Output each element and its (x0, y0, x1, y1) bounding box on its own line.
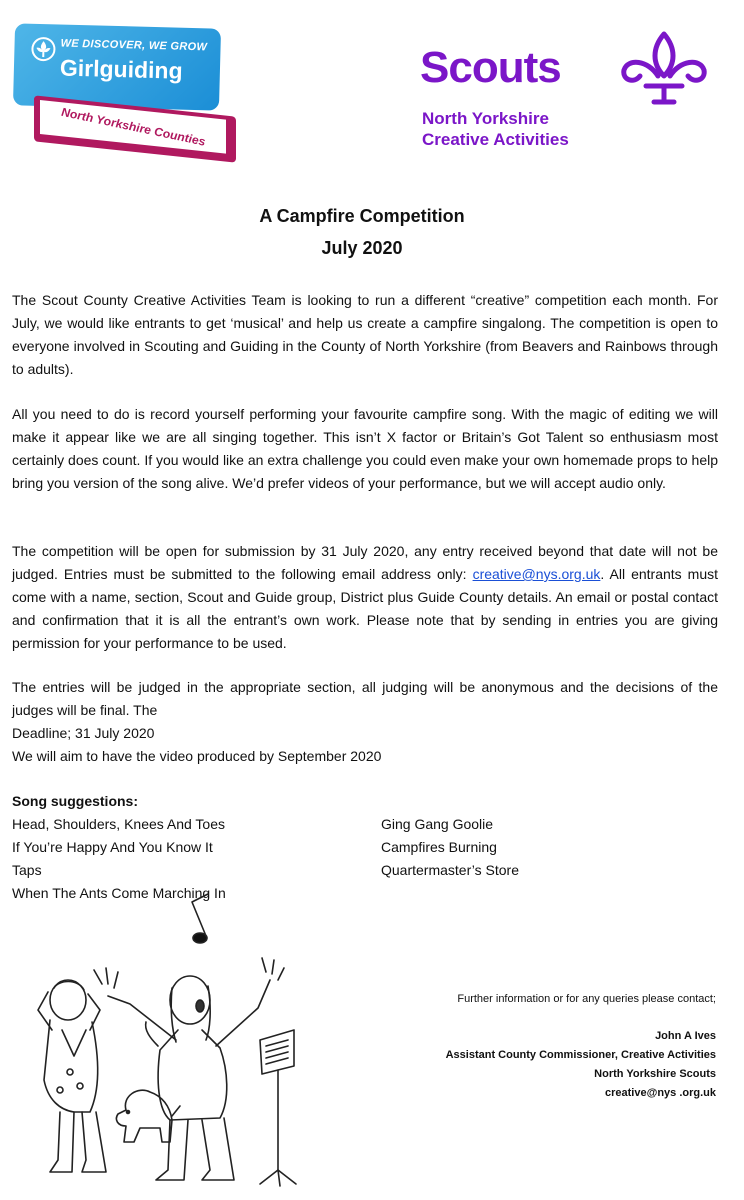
judging-paragraph: The entries will be judged in the appropriate section, all judging will be anonymous and the decisions of the judges will be final. The (12, 679, 718, 718)
girlguiding-county: North Yorkshire Counties (60, 104, 206, 149)
listening-child-figure (38, 980, 106, 1172)
song-item: Quartermaster’s Store (381, 862, 519, 878)
page-date: July 2020 (321, 238, 403, 258)
girlguiding-logo (14, 26, 236, 154)
scouts-logo-line1: North Yorkshire (422, 109, 549, 128)
scouts-logo-subtitle (422, 108, 569, 150)
girlguiding-tagline: WE DISCOVER, WE GROW (60, 37, 208, 54)
song-item: When The Ants Come Marching In (12, 885, 226, 901)
contact-name: John A Ives (655, 1030, 716, 1042)
contact-organisation: North Yorkshire Scouts (594, 1068, 716, 1080)
scouts-logo-title: Scouts (420, 43, 561, 92)
music-note-icon (192, 894, 208, 943)
scouts-logo-line2: Creative Activities (422, 130, 569, 149)
submission-email-link[interactable]: creative@nys.org.uk (472, 566, 601, 582)
dog-figure (116, 1090, 180, 1142)
trefoil-icon (30, 36, 57, 63)
song-list-right (381, 813, 519, 882)
submission-paragraph (12, 540, 718, 655)
song-item: If You’re Happy And You Know It (12, 839, 213, 855)
intro-paragraph: The Scout County Creative Activities Team is looking to run a different “creative” competition each month. For July, we would like entrants to get ‘musical’ and help us create a campfire singalong. The competition is open to everyone involved in Scouting and Guiding in the County of North Yorkshire (from Beavers and Rainbows through to adults). (12, 292, 718, 377)
instructions-paragraph: All you need to do is record yourself performing your favourite campfire song. With the magic of editing we will make it appear like we are all singing together. This isn’t X factor or Britain’s Got Talent so enthusiasm most certainly does count. If you would like an extra challenge you could even make your own homemade props to help bring you version of the song alive. We’d prefer videos of your performance, but we will accept audio only. (12, 406, 718, 491)
girlguiding-name: Girlguiding (59, 54, 183, 84)
contact-email[interactable]: creative@nys .org.uk (605, 1087, 716, 1099)
singing-scouts-illustration (30, 880, 330, 1190)
submission-text-after: . All entrants must come with a name, section, Scout and Guide group, District plus Guide County details. An email or postal contact and confirmation that it is all the entrant’s own work. Please note that by sending in entries you are giving permission for your performance to be used. (12, 566, 718, 651)
singing-leader-figure (94, 958, 284, 1180)
song-item: Ging Gang Goolie (381, 816, 494, 832)
page-title: A Campfire Competition (259, 206, 465, 226)
song-item: Head, Shoulders, Knees And Toes (12, 816, 226, 832)
video-note-text: We will aim to have the video produced by September 2020 (12, 748, 382, 764)
contact-role: Assistant County Commissioner, Creative Activities (445, 1049, 716, 1061)
music-stand-figure (260, 1030, 296, 1186)
deadline-text: Deadline; 31 July 2020 (12, 725, 155, 741)
contact-intro: Further information or for any queries please contact; (457, 993, 716, 1005)
fleur-de-lis-icon (618, 30, 710, 108)
submission-text-before: The competition will be open for submission by 31 July 2020, any entry received beyond that date will not be judged. Entries must be submitted to the following email address only: (12, 543, 718, 582)
song-suggestions-heading: Song suggestions: (12, 793, 138, 809)
song-item: Taps (12, 862, 42, 878)
song-item: Campfires Burning (381, 839, 497, 855)
